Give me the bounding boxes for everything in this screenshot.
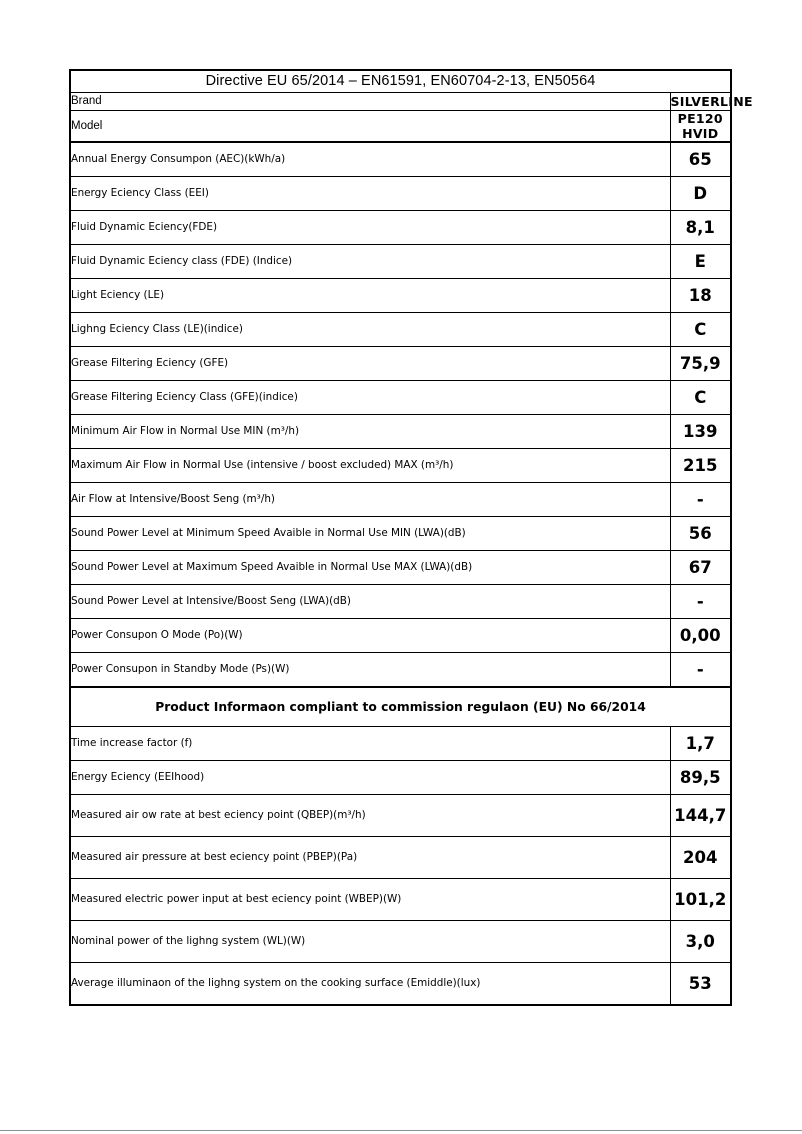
row-value: C — [670, 313, 731, 347]
section-heading-row — [70, 687, 731, 727]
table-row — [70, 111, 731, 143]
row-label: Measured air ow rate at best eciency point (QBEP)(m³/h) — [70, 795, 670, 837]
table-title-row — [70, 70, 731, 93]
row-value: 3,0 — [670, 921, 731, 963]
table-row — [70, 279, 731, 313]
row-label: Light Eciency (LE) — [70, 279, 670, 313]
row-value: - — [670, 585, 731, 619]
row-value: E — [670, 245, 731, 279]
row-value: 67 — [670, 551, 731, 585]
section-heading: Product Informaon compliant to commission regulaon (EU) No 66/2014 — [70, 687, 731, 727]
table-row — [70, 449, 731, 483]
row-label: Fluid Dynamic Eciency(FDE) — [70, 211, 670, 245]
row-label: Sound Power Level at Minimum Speed Avaible in Normal Use MIN (LWA)(dB) — [70, 517, 670, 551]
row-value: 65 — [670, 142, 731, 177]
table-row — [70, 415, 731, 449]
row-value: 56 — [670, 517, 731, 551]
row-value: 18 — [670, 279, 731, 313]
table-row — [70, 517, 731, 551]
table-row — [70, 619, 731, 653]
brand-label: Brand — [70, 93, 670, 111]
table-row — [70, 483, 731, 517]
document-title: Directive EU 65/2014 – EN61591, EN60704-2-13, EN50564 — [70, 70, 731, 93]
table-row — [70, 245, 731, 279]
row-label: Grease Filtering Eciency Class (GFE)(indice) — [70, 381, 670, 415]
row-label: Nominal power of the lighng system (WL)(W) — [70, 921, 670, 963]
row-label: Fluid Dynamic Eciency class (FDE) (Indice) — [70, 245, 670, 279]
row-value: 101,2 — [670, 879, 731, 921]
row-label: Energy Eciency Class (EEI) — [70, 177, 670, 211]
product-fiche-sheet — [69, 69, 753, 1006]
table-row — [70, 727, 731, 761]
table-row — [70, 177, 731, 211]
table-row — [70, 921, 731, 963]
table-row — [70, 879, 731, 921]
row-value: 144,7 — [670, 795, 731, 837]
row-label: Energy Eciency (EEIhood) — [70, 761, 670, 795]
model-label: Model — [70, 111, 670, 143]
row-value: 0,00 — [670, 619, 731, 653]
product-fiche-table — [69, 69, 753, 1006]
row-label: Time increase factor (f) — [70, 727, 670, 761]
row-label: Minimum Air Flow in Normal Use MIN (m³/h) — [70, 415, 670, 449]
row-value: D — [670, 177, 731, 211]
row-value: 89,5 — [670, 761, 731, 795]
row-label: Measured air pressure at best eciency point (PBEP)(Pa) — [70, 837, 670, 879]
page-footer-rule — [0, 1130, 802, 1131]
table-row — [70, 761, 731, 795]
row-value: - — [670, 653, 731, 688]
row-label: Air Flow at Intensive/Boost Seng (m³/h) — [70, 483, 670, 517]
row-label: Lighng Eciency Class (LE)(indice) — [70, 313, 670, 347]
row-value: - — [670, 483, 731, 517]
table-row — [70, 347, 731, 381]
row-value: 215 — [670, 449, 731, 483]
table-row — [70, 837, 731, 879]
table-row — [70, 795, 731, 837]
row-label: Sound Power Level at Maximum Speed Avaible in Normal Use MAX (LWA)(dB) — [70, 551, 670, 585]
row-label: Power Consupon O Mode (Po)(W) — [70, 619, 670, 653]
table-row — [70, 142, 731, 177]
row-label: Sound Power Level at Intensive/Boost Seng (LWA)(dB) — [70, 585, 670, 619]
table-row — [70, 381, 731, 415]
table-row — [70, 313, 731, 347]
row-value: C — [670, 381, 731, 415]
row-value: 204 — [670, 837, 731, 879]
row-label: Maximum Air Flow in Normal Use (intensive / boost excluded) MAX (m³/h) — [70, 449, 670, 483]
row-value: 8,1 — [670, 211, 731, 245]
row-label: Power Consupon in Standby Mode (Ps)(W) — [70, 653, 670, 688]
table-row — [70, 551, 731, 585]
table-row — [70, 963, 731, 1006]
row-label: Grease Filtering Eciency (GFE) — [70, 347, 670, 381]
row-label: Average illuminaon of the lighng system on the cooking surface (Emiddle)(lux) — [70, 963, 670, 1006]
brand-value: SILVERLINE — [670, 94, 753, 109]
model-value: PE120 HVID — [670, 111, 731, 143]
row-label: Annual Energy Consumpon (AEC)(kWh/a) — [70, 142, 670, 177]
row-value: 139 — [670, 415, 731, 449]
row-value: 53 — [670, 963, 731, 1006]
row-value: 75,9 — [670, 347, 731, 381]
row-value: 1,7 — [670, 727, 731, 761]
table-row — [70, 211, 731, 245]
table-row — [70, 585, 731, 619]
table-row — [70, 653, 731, 688]
table-row — [70, 93, 731, 111]
row-label: Measured electric power input at best eciency point (WBEP)(W) — [70, 879, 670, 921]
